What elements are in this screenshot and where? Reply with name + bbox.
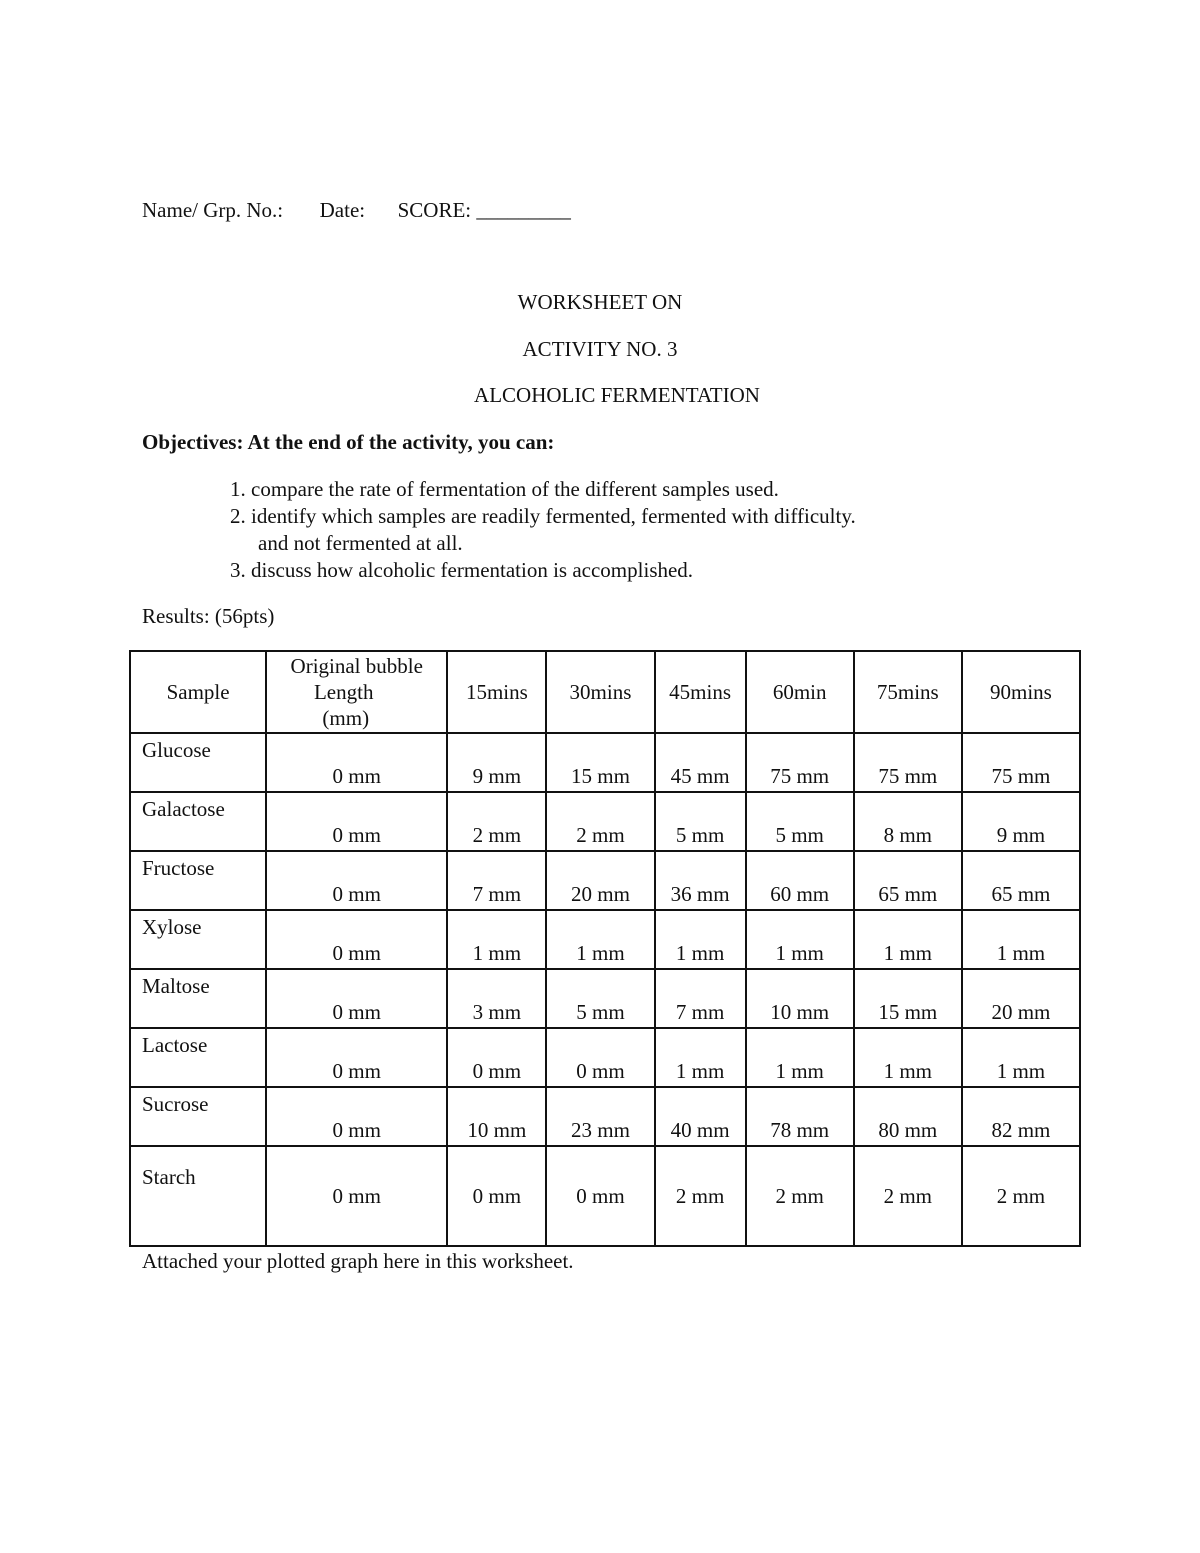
value-cell: 0 mm — [546, 1028, 654, 1087]
value-cell: 1 mm — [854, 1028, 962, 1087]
header-75mins: 75mins — [854, 651, 962, 733]
value-cell: 0 mm — [266, 1087, 447, 1146]
value-cell: 7 mm — [655, 969, 746, 1028]
value-cell: 60 mm — [746, 851, 854, 910]
value-cell: 5 mm — [655, 792, 746, 851]
value-cell: 10 mm — [447, 1087, 546, 1146]
table-header-row — [130, 651, 1080, 733]
value-cell: 1 mm — [746, 1028, 854, 1087]
value-cell: 80 mm — [854, 1087, 962, 1146]
value-cell: 1 mm — [962, 910, 1080, 969]
header-original-bubble-length — [266, 651, 447, 733]
results-table — [129, 650, 1081, 1247]
header-line: (mm) — [322, 706, 370, 730]
value-cell: 2 mm — [746, 1146, 854, 1246]
name-group-label: Name/ Grp. No.: — [142, 198, 284, 222]
results-label: Results: (56pts) — [142, 604, 275, 628]
value-cell: 1 mm — [546, 910, 654, 969]
value-cell: 40 mm — [655, 1087, 746, 1146]
value-cell: 23 mm — [546, 1087, 654, 1146]
value-cell: 10 mm — [746, 969, 854, 1028]
value-cell: 2 mm — [447, 792, 546, 851]
table-row — [130, 792, 1080, 851]
sample-name: Galactose — [130, 792, 266, 851]
objective-item-continuation: and not fermented at all. — [258, 531, 463, 555]
header-line: Original bubble — [290, 654, 423, 678]
objective-item: 2. identify which samples are readily fermented, fermented with difficulty. — [230, 504, 856, 528]
value-cell: 65 mm — [962, 851, 1080, 910]
value-cell: 36 mm — [655, 851, 746, 910]
header-30mins: 30mins — [546, 651, 654, 733]
value-cell: 1 mm — [962, 1028, 1080, 1087]
header-line — [142, 198, 571, 223]
table-row — [130, 1028, 1080, 1087]
value-cell: 3 mm — [447, 969, 546, 1028]
header-45mins: 45mins — [655, 651, 746, 733]
table-row — [130, 733, 1080, 792]
value-cell: 75 mm — [962, 733, 1080, 792]
value-cell: 65 mm — [854, 851, 962, 910]
value-cell: 2 mm — [655, 1146, 746, 1246]
sample-name: Starch — [130, 1146, 266, 1246]
value-cell: 5 mm — [746, 792, 854, 851]
sample-name: Xylose — [130, 910, 266, 969]
sample-name: Sucrose — [130, 1087, 266, 1146]
objective-item: 3. discuss how alcoholic fermentation is accomplished. — [230, 558, 694, 582]
sample-name: Glucose — [130, 733, 266, 792]
value-cell: 0 mm — [266, 910, 447, 969]
value-cell: 8 mm — [854, 792, 962, 851]
objectives-list — [230, 476, 856, 584]
value-cell: 0 mm — [546, 1146, 654, 1246]
worksheet-title: WORKSHEET ON — [517, 290, 683, 314]
value-cell: 82 mm — [962, 1087, 1080, 1146]
footer-note: Attached your plotted graph here in this worksheet. — [142, 1249, 574, 1273]
value-cell: 7 mm — [447, 851, 546, 910]
sample-name: Maltose — [130, 969, 266, 1028]
value-cell: 45 mm — [655, 733, 746, 792]
value-cell: 5 mm — [546, 969, 654, 1028]
table-row — [130, 969, 1080, 1028]
value-cell: 0 mm — [447, 1028, 546, 1087]
table-row — [130, 1146, 1080, 1246]
objective-item: 1. compare the rate of fermentation of the different samples used. — [230, 477, 779, 501]
value-cell: 0 mm — [447, 1146, 546, 1246]
value-cell: 15 mm — [546, 733, 654, 792]
value-cell: 20 mm — [546, 851, 654, 910]
value-cell: 1 mm — [655, 910, 746, 969]
value-cell: 78 mm — [746, 1087, 854, 1146]
date-label: Date: — [319, 198, 366, 222]
value-cell: 1 mm — [655, 1028, 746, 1087]
value-cell: 2 mm — [962, 1146, 1080, 1246]
value-cell: 0 mm — [266, 792, 447, 851]
value-cell: 1 mm — [746, 910, 854, 969]
value-cell: 1 mm — [447, 910, 546, 969]
table-row — [130, 910, 1080, 969]
value-cell: 9 mm — [962, 792, 1080, 851]
value-cell: 0 mm — [266, 969, 447, 1028]
header-line: Length — [313, 680, 374, 704]
value-cell: 2 mm — [854, 1146, 962, 1246]
value-cell: 20 mm — [962, 969, 1080, 1028]
value-cell: 0 mm — [266, 1146, 447, 1246]
value-cell: 1 mm — [854, 910, 962, 969]
value-cell: 0 mm — [266, 733, 447, 792]
header-60min: 60min — [746, 651, 854, 733]
objectives-heading: Objectives: At the end of the activity, you can: — [142, 430, 555, 454]
value-cell: 2 mm — [546, 792, 654, 851]
value-cell: 75 mm — [854, 733, 962, 792]
value-cell: 0 mm — [266, 851, 447, 910]
activity-number: ACTIVITY NO. 3 — [522, 337, 678, 361]
table-row — [130, 851, 1080, 910]
table-row — [130, 1087, 1080, 1146]
sample-name: Fructose — [130, 851, 266, 910]
header-90mins: 90mins — [962, 651, 1080, 733]
activity-title: ALCOHOLIC FERMENTATION — [474, 383, 760, 407]
header-15mins: 15mins — [447, 651, 546, 733]
score-label: SCORE: _________ — [397, 198, 571, 222]
value-cell: 15 mm — [854, 969, 962, 1028]
value-cell: 75 mm — [746, 733, 854, 792]
header-sample: Sample — [130, 651, 266, 733]
value-cell: 9 mm — [447, 733, 546, 792]
sample-name: Lactose — [130, 1028, 266, 1087]
value-cell: 0 mm — [266, 1028, 447, 1087]
